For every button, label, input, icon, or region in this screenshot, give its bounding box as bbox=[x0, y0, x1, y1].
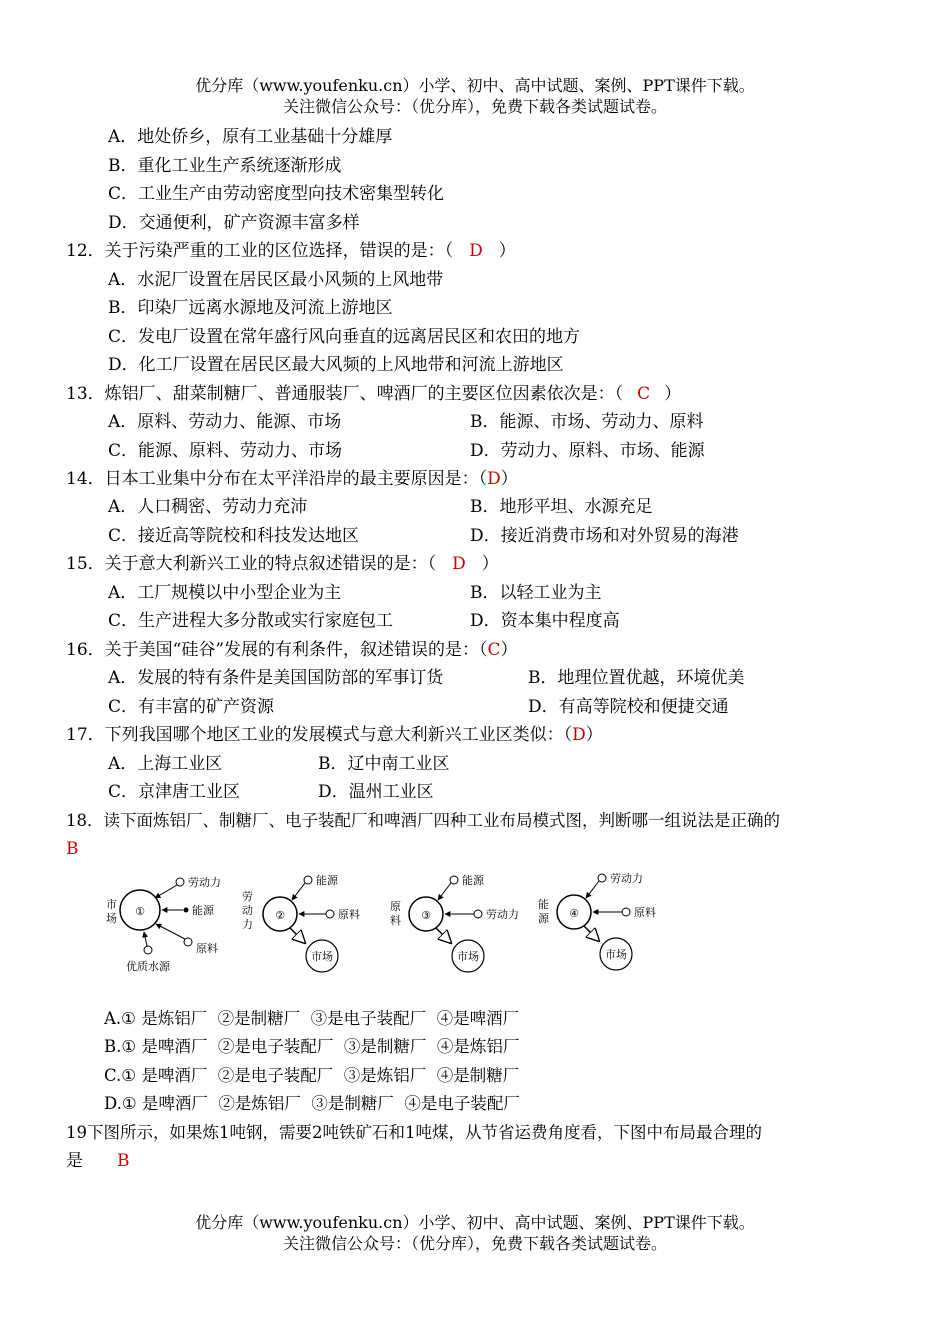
q18-option-b: B.① 是啤酒厂 ②是电子装配厂 ③是制糖厂 ④是炼铝厂 bbox=[104, 1037, 520, 1056]
model-2-number: ② bbox=[275, 909, 285, 922]
model-2-out-label: 市场 bbox=[311, 950, 333, 963]
q15-answer: D bbox=[452, 554, 466, 574]
model-2 bbox=[242, 873, 360, 972]
q11-option-b: B．重化工业生产系统逐渐形成 bbox=[108, 156, 342, 176]
q11-option-c: C．工业生产由劳动密度型向技术密集型转化 bbox=[108, 184, 445, 204]
q14-option-b: B．地形平坦、水源充足 bbox=[470, 497, 653, 517]
model-2-top-label: 能源 bbox=[316, 874, 338, 887]
q12-close: ） bbox=[498, 241, 516, 261]
model-4 bbox=[538, 871, 656, 970]
header-line-1: 优分库（www.youfenku.cn）小学、初中、高中试题、案例、PPT课件下载。 bbox=[195, 76, 755, 95]
q15-close: ） bbox=[481, 554, 499, 574]
q17-close: ） bbox=[585, 725, 603, 745]
model-4-mid-node bbox=[622, 908, 630, 916]
q19-stem-text2: 是 bbox=[66, 1151, 83, 1171]
model-4-left-char1: 能 bbox=[538, 898, 549, 911]
q12-stem bbox=[66, 240, 516, 262]
q13-stem-text: 13．炼铝厂、甜菜制糖厂、普通服装厂、啤酒厂的主要区位因素依次是：（ bbox=[66, 384, 624, 404]
q16-option-c: C．有丰富的矿产资源 bbox=[108, 697, 275, 717]
model-3-number: ③ bbox=[421, 909, 431, 922]
q17-stem bbox=[66, 724, 603, 746]
q14-option-c: C．接近高等院校和科技发达地区 bbox=[108, 526, 360, 546]
q13-stem bbox=[66, 383, 681, 405]
q15-option-b: B．以轻工业为主 bbox=[470, 583, 602, 603]
q16-stem bbox=[66, 639, 518, 661]
q16-close: ） bbox=[500, 640, 518, 660]
model-4-left-char2: 源 bbox=[538, 912, 549, 925]
model-1-left-char2: 场 bbox=[106, 912, 117, 925]
q17-option-b: B．辽中南工业区 bbox=[318, 754, 450, 774]
q14-answer: D bbox=[487, 469, 501, 489]
model-3-top-label: 能源 bbox=[462, 874, 484, 887]
q14-close: ） bbox=[500, 469, 518, 489]
model-1-left-char1: 市 bbox=[106, 898, 117, 911]
q12-option-d: D．化工厂设置在居民区最大风频的上风地带和河流上游地区 bbox=[108, 355, 564, 375]
q15-stem-text: 15．关于意大利新兴工业的特点叙述错误的是：（ bbox=[66, 554, 437, 574]
industry-layout-diagram bbox=[100, 868, 680, 976]
q17-stem-text: 17．下列我国哪个地区工业的发展模式与意大利新兴工业区类似：（ bbox=[66, 725, 573, 745]
model-2-mid-label: 原料 bbox=[338, 908, 360, 921]
q13-option-d: D．劳动力、原料、市场、能源 bbox=[470, 441, 705, 461]
model-3 bbox=[390, 873, 519, 972]
q12-option-a: A．水泥厂设置在居民区最小风频的上风地带 bbox=[108, 270, 444, 290]
model-3-out-label: 市场 bbox=[457, 950, 479, 963]
model-1-bottom-node bbox=[144, 946, 152, 954]
model-1-mid-label: 能源 bbox=[192, 904, 214, 917]
q12-answer: D bbox=[469, 241, 483, 261]
q13-answer: C bbox=[637, 384, 651, 404]
model-4-number: ④ bbox=[569, 907, 579, 920]
footer-line-2: 关注微信公众号：（优分库），免费下载各类试题试卷。 bbox=[282, 1234, 667, 1253]
q13-close: ） bbox=[664, 384, 682, 404]
q18-option-d: D.① 是啤酒厂 ②是炼铝厂 ③是制糖厂 ④是电子装配厂 bbox=[104, 1094, 520, 1113]
q14-stem bbox=[66, 468, 518, 490]
q12-option-c: C．发电厂设置在常年盛行风向垂直的远离居民区和农田的地方 bbox=[108, 327, 581, 347]
model-4-out-label: 市场 bbox=[605, 948, 627, 961]
model-2-left-char1: 劳 bbox=[242, 890, 253, 903]
q11-option-d: D．交通便利，矿产资源丰富多样 bbox=[108, 213, 360, 233]
model-4-mid-label: 原料 bbox=[634, 906, 656, 919]
q15-option-c: C．生产进程大多分散或实行家庭包工 bbox=[108, 611, 394, 631]
q19-stem: 19下图所示，如果炼1吨钢，需要2吨铁矿石和1吨煤，从节省运费角度看，下图中布局最合理的 bbox=[66, 1123, 762, 1142]
q15-option-d: D．资本集中程度高 bbox=[470, 611, 620, 631]
q12-stem-text: 12．关于污染严重的工业的区位选择，错误的是：（ bbox=[66, 241, 454, 261]
model-2-left-char2: 动 bbox=[242, 904, 253, 917]
q18-option-a: A.① 是炼铝厂 ②是制糖厂 ③是电子装配厂 ④是啤酒厂 bbox=[104, 1009, 520, 1028]
q13-option-c: C．能源、原料、劳动力、市场 bbox=[108, 441, 343, 461]
q14-option-d: D．接近消费市场和对外贸易的海港 bbox=[470, 526, 739, 546]
model-3-left-char2: 料 bbox=[390, 914, 401, 927]
q14-option-a: A．人口稠密、劳动力充沛 bbox=[108, 497, 308, 517]
q18-option-c: C.① 是啤酒厂 ②是电子装配厂 ③是炼铝厂 ④是制糖厂 bbox=[104, 1066, 520, 1085]
q14-stem-text: 14．日本工业集中分布在太平洋沿岸的最主要原因是：（ bbox=[66, 469, 488, 489]
model-3-top-node bbox=[450, 876, 458, 884]
q15-option-a: A．工厂规模以中小型企业为主 bbox=[108, 583, 342, 603]
q17-option-a: A．上海工业区 bbox=[108, 754, 223, 774]
q11-option-a: A．地处侨乡，原有工业基础十分雄厚 bbox=[108, 127, 393, 147]
q13-option-b: B．能源、市场、劳动力、原料 bbox=[470, 412, 704, 432]
model-1-top-node bbox=[176, 878, 184, 886]
model-1 bbox=[106, 875, 221, 973]
q18-stem: 18．读下面炼铝厂、制糖厂、电子装配厂和啤酒厂四种工业布局模式图，判断哪一组说法是正确的 bbox=[66, 811, 780, 830]
model-1-bottom-label: 优质水源 bbox=[126, 960, 170, 973]
model-1-number: ① bbox=[135, 905, 145, 918]
header-line-2: 关注微信公众号：（优分库），免费下载各类试题试卷。 bbox=[282, 97, 667, 116]
q15-stem bbox=[66, 553, 499, 575]
model-2-mid-node bbox=[326, 910, 334, 918]
q17-answer: D bbox=[572, 725, 586, 745]
model-1-low-node bbox=[184, 938, 192, 946]
q19-answer: B bbox=[117, 1151, 130, 1171]
model-2-left-char3: 力 bbox=[242, 918, 253, 931]
model-1-mid-node bbox=[184, 908, 189, 913]
q18-answer: B bbox=[66, 839, 79, 859]
q17-option-d: D．温州工业区 bbox=[318, 782, 434, 802]
footer-line-1: 优分库（www.youfenku.cn）小学、初中、高中试题、案例、PPT课件下载。 bbox=[195, 1213, 755, 1232]
q13-option-a: A．原料、劳动力、能源、市场 bbox=[108, 412, 342, 432]
q16-option-d: D．有高等院校和便捷交通 bbox=[528, 697, 729, 717]
q12-option-b: B．印染厂远离水源地及河流上游地区 bbox=[108, 298, 393, 318]
q16-option-a: A．发展的特有条件是美国国防部的军事订货 bbox=[108, 668, 444, 688]
model-4-top-node bbox=[598, 874, 606, 882]
model-4-top-label: 劳动力 bbox=[610, 872, 643, 885]
q16-stem-text: 16．关于美国“硅谷”发展的有利条件，叙述错误的是：（ bbox=[66, 640, 488, 660]
model-3-left-char1: 原 bbox=[390, 900, 401, 913]
q19-stem-line2 bbox=[66, 1150, 130, 1172]
q17-option-c: C．京津唐工业区 bbox=[108, 782, 241, 802]
q16-answer: C bbox=[487, 640, 501, 660]
model-1-low-label: 原料 bbox=[196, 942, 218, 955]
model-3-mid-node bbox=[474, 910, 482, 918]
q16-option-b: B．地理位置优越，环境优美 bbox=[528, 668, 745, 688]
model-1-top-label: 劳动力 bbox=[188, 876, 221, 889]
model-3-mid-label: 劳动力 bbox=[486, 908, 519, 921]
model-2-top-node bbox=[304, 876, 312, 884]
